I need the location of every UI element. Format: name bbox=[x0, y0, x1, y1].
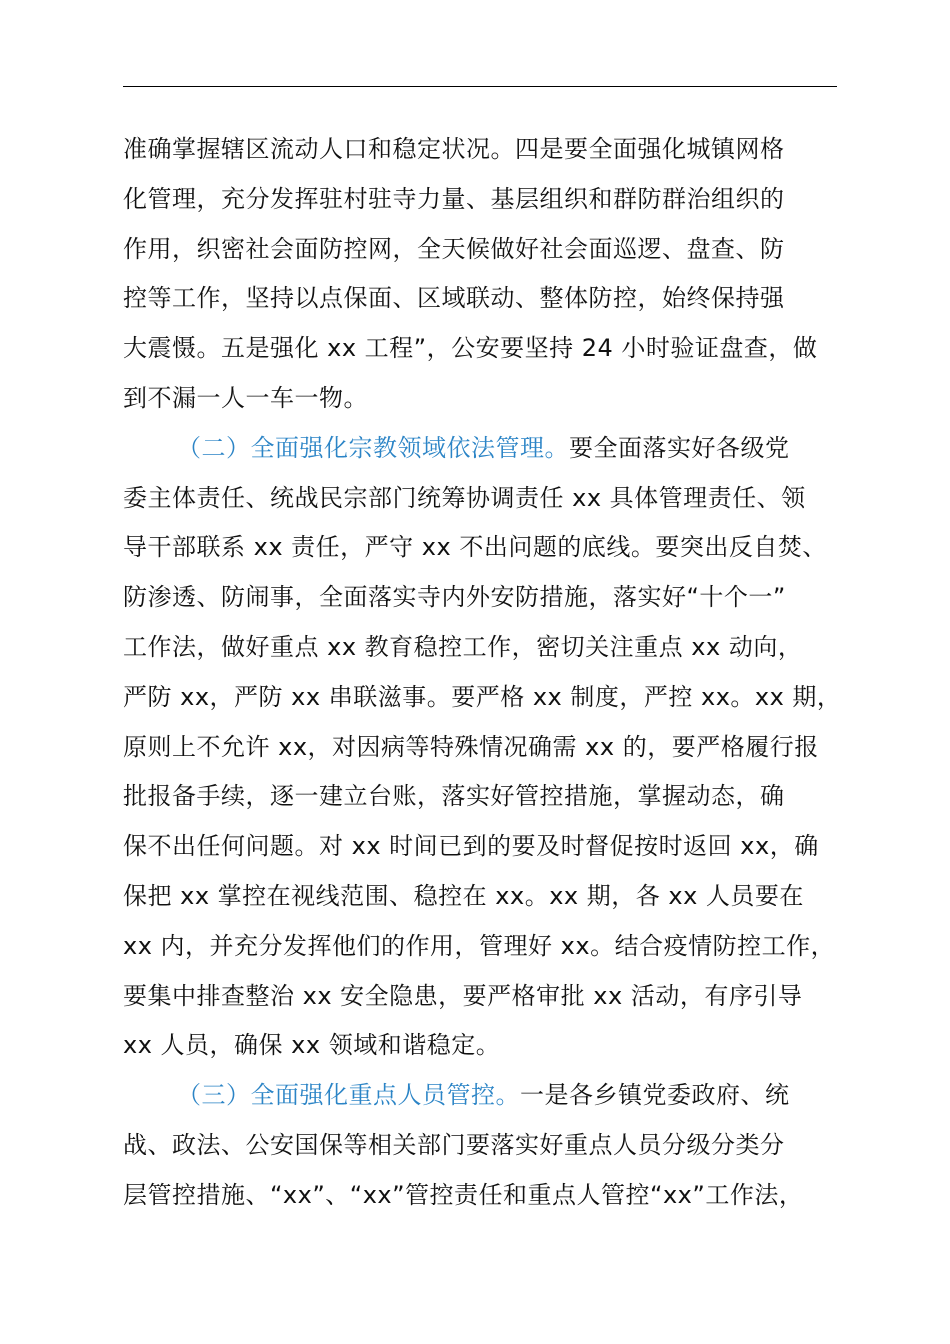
text-line: 工作法，做好重点 xx 教育稳控工作，密切关注重点 xx 动向， bbox=[123, 632, 803, 661]
text-line: 严防 xx，严防 xx 串联滋事。要严格 xx 制度，严控 xx。xx 期， bbox=[123, 682, 842, 711]
document-body bbox=[123, 125, 842, 1221]
section-2-lead: 要全面落实好各级党 bbox=[569, 433, 790, 462]
section-2-heading: （二）全面强化宗教领域依法管理。 bbox=[177, 433, 569, 462]
text-line: 保把 xx 掌控在视线范围、稳控在 xx。xx 期，各 xx 人员要在 bbox=[123, 881, 804, 910]
text-line: 作用，织密社会面防控网，全天候做好社会面巡逻、盘查、防 bbox=[123, 234, 785, 263]
text-line: 保不出任何问题。对 xx 时间已到的要及时督促按时返回 xx，确 bbox=[123, 832, 819, 861]
text-line: 准确掌握辖区流动人口和稳定状况。四是要全面强化城镇网格 bbox=[123, 135, 785, 163]
text-line: 到不漏一人一车一物。 bbox=[123, 383, 368, 412]
text-line: 要集中排查整治 xx 安全隐患，要严格审批 xx 活动，有序引导 bbox=[123, 981, 803, 1010]
text-line: 化管理，充分发挥驻村驻寺力量、基层组织和群防群治组织的 bbox=[123, 184, 785, 213]
section-3-lead: 一是各乡镇党委政府、统 bbox=[520, 1081, 790, 1110]
text-line: 控等工作，坚持以点保面、区域联动、整体防控，始终保持强 bbox=[123, 284, 785, 313]
text-line: xx 人员，确保 xx 领域和谐稳定。 bbox=[123, 1031, 501, 1060]
section-3-first-line bbox=[123, 1071, 837, 1121]
section-2-first-line bbox=[123, 424, 837, 474]
text-line: 防渗透、防闹事，全面落实寺内外安防措施，落实好“十个一” bbox=[123, 583, 786, 612]
text-line: xx 内，并充分发挥他们的作用，管理好 xx。结合疫情防控工作， bbox=[123, 931, 836, 960]
section-3-heading: （三）全面强化重点人员管控。 bbox=[177, 1081, 520, 1110]
text-line: 层管控措施、“xx”、“xx”管控责任和重点人管控“xx”工作法， bbox=[123, 1180, 804, 1209]
text-line: 委主体责任、统战民宗部门统筹协调责任 xx 具体管理责任、领 bbox=[123, 483, 806, 512]
header-rule bbox=[123, 86, 837, 87]
text-line: 导干部联系 xx 责任，严守 xx 不出问题的底线。要突出反自焚、 bbox=[123, 533, 827, 562]
text-line: 原则上不允许 xx，对因病等特殊情况确需 xx 的，要严格履行报 bbox=[123, 732, 819, 761]
text-line: 批报备手续，逐一建立台账，落实好管控措施，掌握动态，确 bbox=[123, 782, 785, 811]
text-line: 战、政法、公安国保等相关部门要落实好重点人员分级分类分 bbox=[123, 1130, 785, 1159]
text-line: 大震慑。五是强化 xx 工程”，公安要坚持 24 小时验证盘查，做 bbox=[123, 334, 818, 363]
